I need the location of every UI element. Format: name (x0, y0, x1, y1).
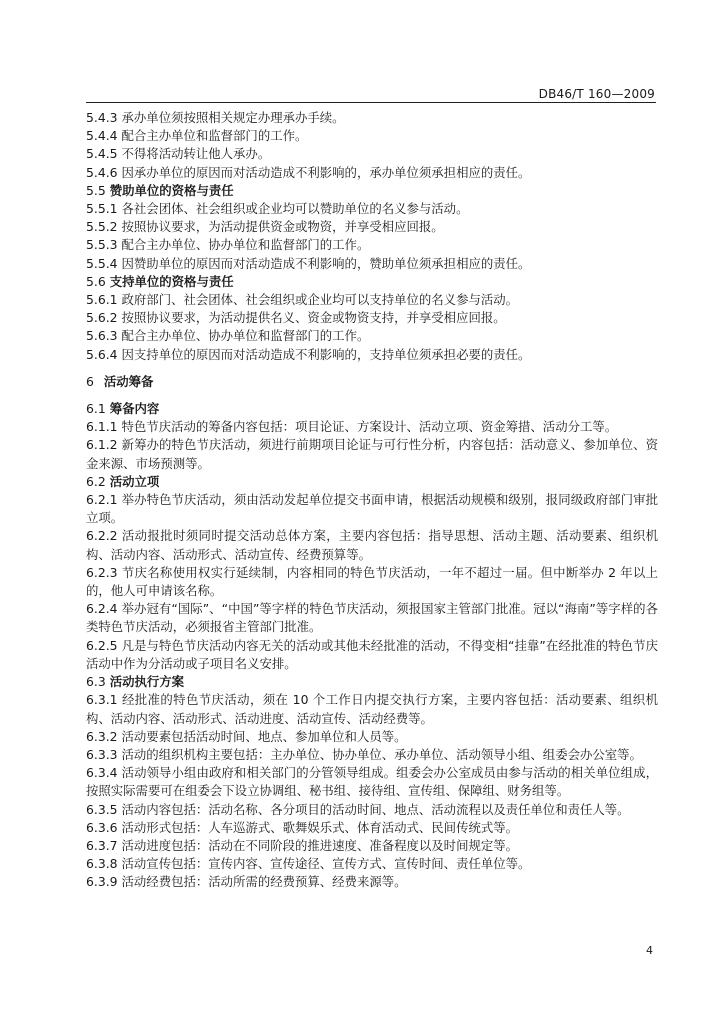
clause-number: 5.5.4 (86, 255, 118, 271)
document-body (86, 109, 658, 892)
clause-text: 政府部门、社会团体、社会组织或企业均可以支持单位的名义参与活动。 (121, 292, 519, 308)
clause-paragraph (86, 600, 658, 636)
clause-text: 支持单位的资格与责任 (109, 273, 234, 289)
clause-number: 5.4.5 (86, 146, 118, 162)
clause-paragraph (86, 527, 658, 563)
clause-paragraph (86, 491, 658, 527)
clause-text: 新筹办的特色节庆活动，须进行前期项目论证与可行性分析，内容包括：活动意义、参加单位、资金来源、市场预测等。 (86, 437, 658, 471)
clause-number: 6.2.2 (86, 528, 118, 544)
clause-number: 5.5.2 (86, 219, 118, 235)
clause-number: 6.3.4 (86, 765, 118, 781)
clause-number: 5.5 (86, 182, 106, 198)
clause-paragraph (86, 346, 658, 364)
clause-number: 5.4.6 (86, 164, 118, 180)
clause-text: 节庆名称使用权实行延续制，内容相同的特色节庆活动，一年不超过一届。但中断举办 2 年以上的，他人可申请该名称。 (86, 564, 658, 599)
clause-paragraph (86, 309, 658, 327)
clause-number: 5.5.3 (86, 237, 118, 253)
page-number: 4 (646, 944, 653, 957)
clause-text: 举办冠有“国际”、“中国”等字样的特色节庆活动，须报国家主管部门批准。冠以“海南”等字样的各类特色节庆活动，必须报省主管部门批准。 (86, 601, 658, 635)
clause-text: 活动报批时须同时提交活动总体方案，主要内容包括：指导思想、活动主题、活动要素、组织机构、活动内容、活动形式、活动宣传、经费预算等。 (86, 528, 658, 562)
clause-paragraph (86, 255, 658, 273)
clause-text: 活动宣传包括：宣传内容、宣传途径、宣传方式、宣传时间、责任单位等。 (121, 856, 531, 872)
clause-text: 活动执行方案 (109, 674, 185, 690)
clause-number: 6.3.1 (86, 692, 118, 708)
clause-text: 活动形式包括：人车巡游式、歌舞娱乐式、体育活动式、民间传统式等。 (121, 819, 519, 835)
clause-paragraph (86, 873, 658, 891)
header-rule (86, 102, 656, 103)
clause-number: 5.6 (86, 273, 106, 289)
clause-paragraph (86, 564, 658, 600)
clause-paragraph (86, 837, 658, 855)
clause-number: 5.6.2 (86, 310, 118, 326)
clause-paragraph (86, 327, 658, 345)
clause-number: 6 (86, 373, 94, 389)
clause-text: 配合主办单位、协办单位和监督部门的工作。 (121, 328, 370, 344)
clause-text: 活动筹备 (103, 373, 154, 389)
clause-text: 承办单位须按照相关规定办理承办手续。 (121, 110, 345, 125)
clause-paragraph (86, 637, 658, 673)
clause-paragraph (86, 164, 658, 182)
clause-text: 按照协议要求，为活动提供资金或物资，并享受相应回报。 (121, 219, 444, 235)
clause-paragraph (86, 801, 658, 819)
subsection-heading (86, 400, 658, 418)
clause-number: 6.2.4 (86, 601, 118, 617)
clause-text: 配合主办单位和监督部门的工作。 (121, 128, 308, 144)
clause-text: 活动内容包括：活动名称、各分项目的活动时间、地点、活动流程以及责任单位和责任人等。 (121, 801, 630, 817)
clause-text: 赞助单位的资格与责任 (109, 182, 234, 198)
clause-paragraph (86, 291, 658, 309)
subsection-heading (86, 473, 658, 491)
clause-number: 5.6.1 (86, 292, 118, 308)
clause-paragraph (86, 218, 658, 236)
section-heading (86, 373, 658, 391)
clause-text: 活动进度包括：活动在不同阶段的推进速度、准备程度以及时间规定等。 (121, 837, 519, 853)
clause-paragraph (86, 728, 658, 746)
clause-paragraph (86, 855, 658, 873)
clause-text: 因支持单位的原因而对活动造成不利影响的，支持单位须承担必要的责任。 (121, 346, 531, 362)
clause-paragraph (86, 127, 658, 145)
clause-number: 6.3.7 (86, 837, 118, 853)
clause-number: 5.6.3 (86, 328, 118, 344)
clause-text: 经批准的特色节庆活动，须在 10 个工作日内提交执行方案，主要内容包括：活动要素、组织机构、活动内容、活动形式、活动进度、活动宣传、活动经费等。 (86, 692, 658, 726)
clause-text: 活动领导小组由政府和相关部门的分管领导组成。组委会办公室成员由参与活动的相关单位组成，按照实际需要可在组委会下设立协调组、秘书组、接待组、宣传组、保障组、财务组等。 (86, 765, 658, 799)
clause-paragraph (86, 109, 658, 127)
clause-text: 筹备内容 (109, 401, 160, 417)
clause-text: 凡是与特色节庆活动内容无关的活动或其他未经批准的活动，不得变相“挂靠”在经批准的特色节庆活动中作为分活动或子项目名义安排。 (86, 637, 658, 671)
clause-number: 5.4.4 (86, 128, 118, 144)
clause-number: 6.2.5 (86, 637, 118, 653)
clause-number: 6.2 (86, 473, 106, 489)
clause-number: 6.3.2 (86, 728, 118, 744)
clause-paragraph (86, 418, 658, 436)
clause-text: 各社会团体、社会组织或企业均可以赞助单位的名义参与活动。 (121, 201, 469, 217)
clause-number: 6.3.9 (86, 874, 118, 890)
clause-text: 因承办单位的原因而对活动造成不利影响的，承办单位须承担相应的责任。 (121, 164, 531, 180)
clause-text: 配合主办单位、协办单位和监督部门的工作。 (121, 237, 370, 253)
clause-number: 6.3.6 (86, 819, 118, 835)
clause-number: 6.3.8 (86, 856, 118, 872)
clause-paragraph (86, 764, 658, 800)
clause-number: 6.1.1 (86, 419, 118, 435)
clause-paragraph (86, 691, 658, 727)
clause-number: 6.1 (86, 401, 106, 417)
clause-text: 按照协议要求，为活动提供名义、资金或物资支持，并享受相应回报。 (121, 310, 506, 326)
clause-number: 6.2.1 (86, 492, 118, 508)
clause-text: 特色节庆活动的筹备内容包括：项目论证、方案设计、活动立项、资金筹措、活动分工等。 (121, 419, 618, 435)
subsection-heading (86, 673, 658, 691)
clause-paragraph (86, 200, 658, 218)
clause-number: 6.1.2 (86, 437, 118, 453)
clause-text: 举办特色节庆活动，须由活动发起单位提交书面申请，根据活动规模和级别，报同级政府部门审批立项。 (86, 492, 658, 526)
clause-text: 不得将活动转让他人承办。 (121, 146, 271, 162)
clause-text: 因赞助单位的原因而对活动造成不利影响的，赞助单位须承担相应的责任。 (121, 255, 531, 271)
clause-number: 5.5.1 (86, 201, 118, 217)
subsection-heading (86, 273, 658, 291)
clause-paragraph (86, 236, 658, 254)
clause-number: 5.6.4 (86, 346, 118, 362)
clause-paragraph (86, 819, 658, 837)
clause-text: 活动经费包括：活动所需的经费预算、经费来源等。 (121, 874, 407, 890)
clause-text: 活动的组织机构主要包括：主办单位、协办单位、承办单位、活动领导小组、组委会办公室等。 (121, 746, 642, 762)
clause-number: 6.3.5 (86, 801, 118, 817)
clause-paragraph (86, 436, 658, 472)
subsection-heading (86, 182, 658, 200)
clause-text: 活动立项 (109, 473, 160, 489)
clause-number: 6.2.3 (86, 564, 118, 580)
clause-number: 6.3 (86, 674, 106, 690)
clause-number: 5.4.3 (86, 110, 118, 125)
clause-paragraph (86, 145, 658, 163)
clause-text: 活动要素包括活动时间、地点、参加单位和人员等。 (121, 728, 407, 744)
clause-number: 6.3.3 (86, 746, 118, 762)
clause-paragraph (86, 746, 658, 764)
document-id: DB46/T 160—2009 (538, 87, 655, 101)
